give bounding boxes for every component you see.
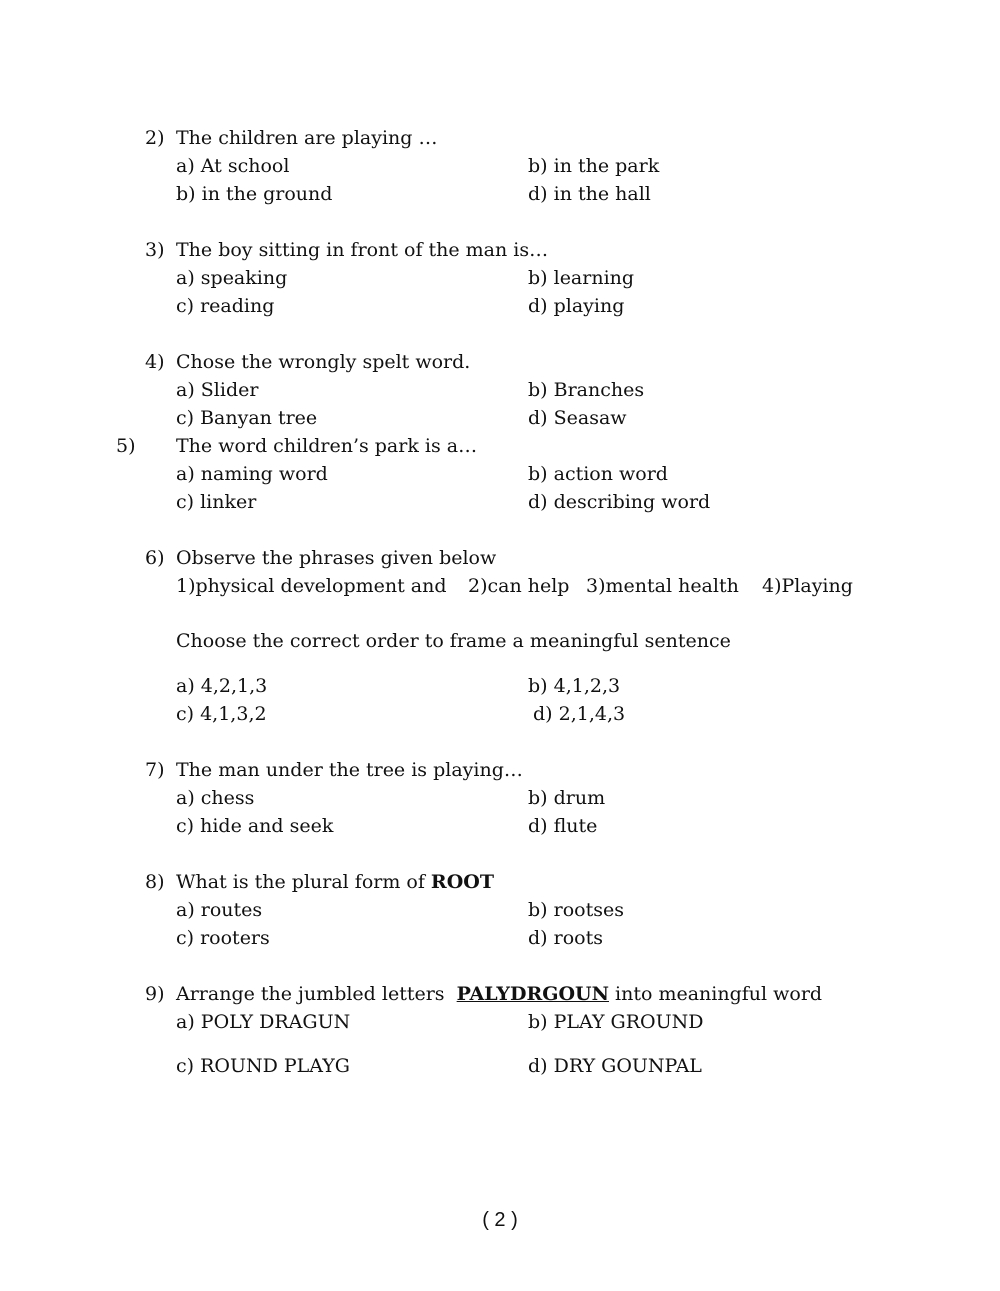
question-3-option-d: d) playing — [528, 295, 625, 317]
question-2-option-b: b) in the park — [528, 155, 660, 177]
question-6-phrase-2: 2)can help — [468, 575, 570, 597]
question-4-number: 4) — [145, 351, 165, 373]
question-9-option-b: b) PLAY GROUND — [528, 1011, 704, 1033]
question-8-option-d: d) roots — [528, 927, 603, 949]
question-5-option-d: d) describing word — [528, 491, 711, 513]
question-6-option-a: a) 4,2,1,3 — [176, 675, 268, 697]
question-9-text-line — [176, 981, 822, 1007]
question-8-option-b: b) rootses — [528, 899, 624, 921]
question-8-keyword: ROOT — [430, 871, 494, 893]
question-8-option-a: a) routes — [176, 899, 263, 921]
question-8-number: 8) — [145, 871, 165, 893]
question-9-option-d: d) DRY GOUNPAL — [528, 1055, 702, 1077]
question-6-phrase-1: 1)physical development and — [176, 575, 447, 597]
question-4-text: Chose the wrongly spelt word. — [176, 351, 471, 373]
question-5-number: 5) — [116, 435, 136, 457]
question-5-option-b: b) action word — [528, 463, 668, 485]
question-2-number: 2) — [145, 127, 165, 149]
question-9-text-after: into meaningful word — [608, 983, 823, 1005]
question-4-option-c: c) Banyan tree — [176, 407, 318, 429]
page-number: ( 2 ) — [482, 1209, 518, 1231]
question-5-option-c: c) linker — [176, 491, 257, 513]
question-7-number: 7) — [145, 759, 165, 781]
question-6-number: 6) — [145, 547, 165, 569]
question-9-number: 9) — [145, 983, 165, 1005]
question-6-phrase-4: 4)Playing — [762, 575, 853, 597]
question-2-text: The children are playing … — [176, 127, 438, 149]
question-9-option-c: c) ROUND PLAYG — [176, 1055, 350, 1077]
question-8-text: What is the plural form of — [176, 871, 431, 893]
question-7-text: The man under the tree is playing… — [176, 759, 523, 781]
question-5-option-a: a) naming word — [176, 463, 328, 485]
question-3-text: The boy sitting in front of the man is… — [176, 239, 549, 261]
question-4-option-a: a) Slider — [176, 379, 259, 401]
question-9-text-before: Arrange the jumbled letters — [176, 983, 457, 1005]
question-7-option-b: b) drum — [528, 787, 606, 809]
question-9-option-a: a) POLY DRAGUN — [176, 1011, 351, 1033]
question-6-phrase-3: 3)mental health — [586, 575, 739, 597]
question-2-option-c: b) in the ground — [176, 183, 333, 205]
question-3-option-a: a) speaking — [176, 267, 288, 289]
question-7-option-c: c) hide and seek — [176, 815, 334, 837]
question-7-option-a: a) chess — [176, 787, 255, 809]
question-5-text: The word children’s park is a… — [176, 435, 478, 457]
question-2-option-d: d) in the hall — [528, 183, 651, 205]
question-3-option-b: b) learning — [528, 267, 635, 289]
question-6-option-b: b) 4,1,2,3 — [528, 675, 621, 697]
question-6-option-c: c) 4,1,3,2 — [176, 703, 267, 725]
question-6-instruction: Choose the correct order to frame a meaningful sentence — [176, 630, 731, 652]
question-3-number: 3) — [145, 239, 165, 261]
question-8-text-line — [176, 869, 494, 895]
question-4-option-b: b) Branches — [528, 379, 645, 401]
question-7-option-d: d) flute — [528, 815, 598, 837]
question-3-option-c: c) reading — [176, 295, 275, 317]
question-8-option-c: c) rooters — [176, 927, 270, 949]
question-4-option-d: d) Seasaw — [528, 407, 627, 429]
question-9-keyword: PALYDRGOUN — [456, 983, 609, 1005]
question-6-option-d: d) 2,1,4,3 — [533, 703, 626, 725]
question-6-text: Observe the phrases given below — [176, 547, 497, 569]
question-2-option-a: a) At school — [176, 155, 290, 177]
